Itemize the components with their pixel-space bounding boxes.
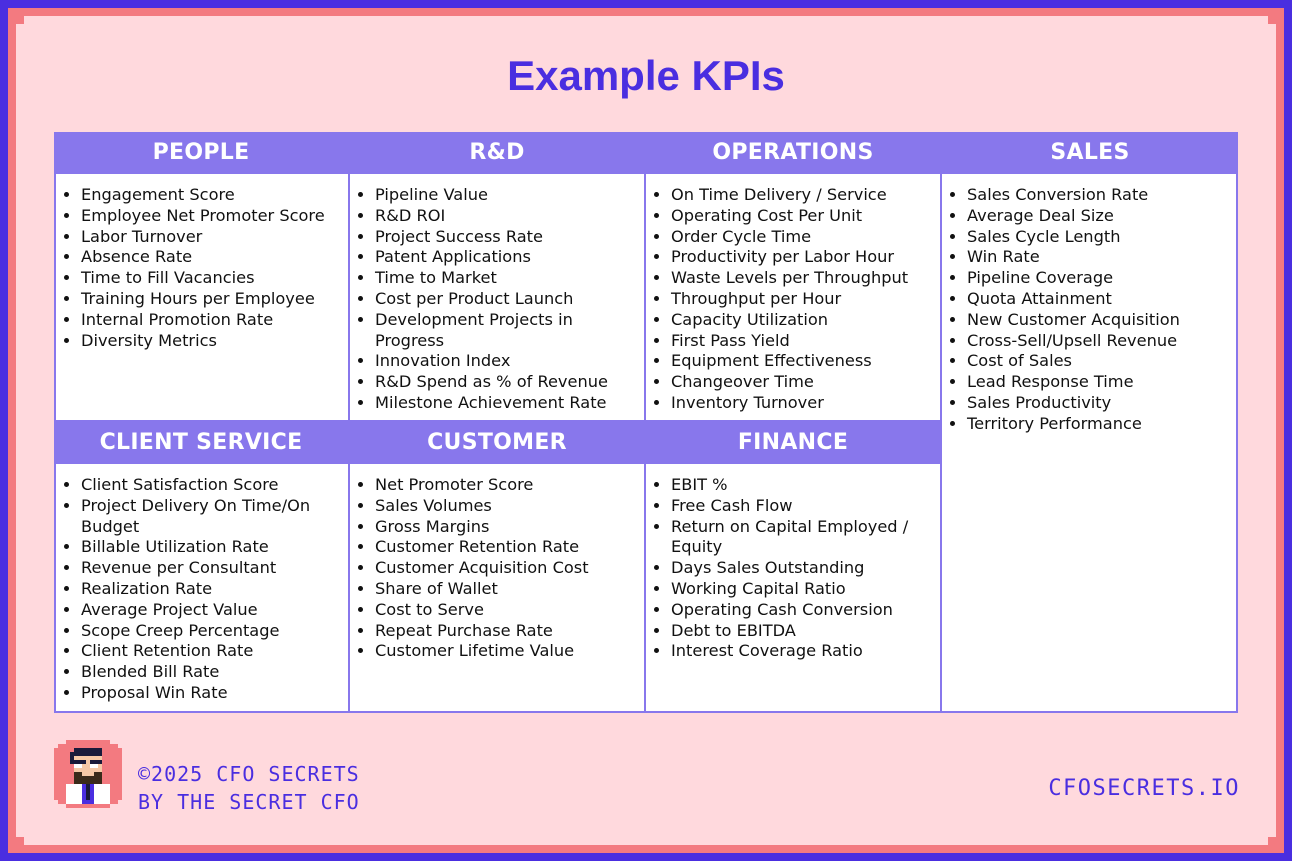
kpi-item: • Development Projects in Progress [375, 310, 640, 352]
kpi-item: • Cost of Sales [967, 351, 1232, 372]
section-customer [350, 464, 644, 711]
kpi-item: • Absence Rate [81, 247, 344, 268]
kpi-item: • Lead Response Time [967, 372, 1232, 393]
kpi-item: • Equipment Effectiveness [671, 351, 936, 372]
kpi-item: • Client Retention Rate [81, 641, 344, 662]
customer-list [354, 475, 640, 662]
kpi-item: • Customer Retention Rate [375, 537, 640, 558]
kpi-item: • Capacity Utilization [671, 310, 936, 331]
header-operations: OPERATIONS [712, 140, 874, 165]
pixel-avatar-icon [54, 740, 122, 808]
kpi-item: • Time to Fill Vacancies [81, 268, 344, 289]
kpi-item: • Project Delivery On Time/On Budget [81, 496, 344, 538]
finance-list [650, 475, 936, 662]
kpi-item: • Realization Rate [81, 579, 344, 600]
byline-text: BY THE SECRET CFO [138, 790, 360, 814]
kpi-item: • Changeover Time [671, 372, 936, 393]
footer-copyright-block [138, 760, 360, 816]
kpi-item: • Customer Acquisition Cost [375, 558, 640, 579]
kpi-item: • Throughput per Hour [671, 289, 936, 310]
kpi-item: • Cost to Serve [375, 600, 640, 621]
kpi-item: • New Customer Acquisition [967, 310, 1232, 331]
header-finance: FINANCE [737, 430, 849, 455]
kpi-item: • Cross-Sell/Upsell Revenue [967, 331, 1232, 352]
kpi-item: • Cost per Product Launch [375, 289, 640, 310]
kpi-item: • Pipeline Coverage [967, 268, 1232, 289]
page-title: Example KPIs [507, 52, 785, 99]
kpi-item: • Average Deal Size [967, 206, 1232, 227]
kpi-item: • Milestone Achievement Rate [375, 393, 640, 414]
kpi-item: • Win Rate [967, 247, 1232, 268]
kpi-item: • Debt to EBITDA [671, 621, 936, 642]
kpi-item: • Blended Bill Rate [81, 662, 344, 683]
kpi-item: • Interest Coverage Ratio [671, 641, 936, 662]
header-client-service: CLIENT SERVICE [99, 430, 303, 455]
section-finance [646, 464, 940, 711]
kpi-item: • Employee Net Promoter Score [81, 206, 344, 227]
copyright-text: ©2025 CFO SECRETS [138, 762, 360, 786]
kpi-item: • Territory Performance [967, 414, 1232, 435]
kpi-item: • Customer Lifetime Value [375, 641, 640, 662]
rnd-list [354, 185, 640, 414]
kpi-item: • Training Hours per Employee [81, 289, 344, 310]
kpi-item: • Sales Conversion Rate [967, 185, 1232, 206]
kpi-item: • R&D Spend as % of Revenue [375, 372, 640, 393]
kpi-item: • Share of Wallet [375, 579, 640, 600]
kpi-item: • Operating Cash Conversion [671, 600, 936, 621]
kpi-item: • R&D ROI [375, 206, 640, 227]
kpi-item: • Operating Cost Per Unit [671, 206, 936, 227]
client-service-list [60, 475, 344, 704]
kpi-item: • Labor Turnover [81, 227, 344, 248]
kpi-item: • Innovation Index [375, 351, 640, 372]
section-sales [942, 174, 1236, 711]
kpi-item: • Project Success Rate [375, 227, 640, 248]
kpi-item: • Scope Creep Percentage [81, 621, 344, 642]
kpi-item: • Billable Utilization Rate [81, 537, 344, 558]
section-operations [646, 174, 940, 420]
section-client-service [56, 464, 348, 711]
kpi-item: • Internal Promotion Rate [81, 310, 344, 331]
kpi-item: • Diversity Metrics [81, 331, 344, 352]
kpi-item: • Time to Market [375, 268, 640, 289]
kpi-item: • Average Project Value [81, 600, 344, 621]
kpi-item: • Sales Volumes [375, 496, 640, 517]
kpi-item: • Proposal Win Rate [81, 683, 344, 704]
operations-list [650, 185, 936, 414]
section-people [56, 174, 348, 420]
kpi-item: • Pipeline Value [375, 185, 640, 206]
header-sales: SALES [1050, 140, 1130, 165]
kpi-item: • Gross Margins [375, 517, 640, 538]
sales-list [946, 185, 1232, 435]
kpi-item: • Waste Levels per Throughput [671, 268, 936, 289]
kpi-item: • First Pass Yield [671, 331, 936, 352]
people-list [60, 185, 344, 351]
site-link[interactable]: CFOSECRETS.IO [1048, 776, 1240, 801]
kpi-item: • Patent Applications [375, 247, 640, 268]
kpi-item: • Free Cash Flow [671, 496, 936, 517]
kpi-item: • Days Sales Outstanding [671, 558, 936, 579]
kpi-item: • Net Promoter Score [375, 475, 640, 496]
header-customer: CUSTOMER [427, 430, 567, 455]
kpi-item: • Inventory Turnover [671, 393, 936, 414]
kpi-item: • Productivity per Labor Hour [671, 247, 936, 268]
kpi-item: • Repeat Purchase Rate [375, 621, 640, 642]
kpi-item: • Sales Productivity [967, 393, 1232, 414]
kpi-item: • Sales Cycle Length [967, 227, 1232, 248]
kpi-item: • Quota Attainment [967, 289, 1232, 310]
header-rnd: R&D [469, 140, 525, 165]
kpi-item: • Client Satisfaction Score [81, 475, 344, 496]
kpi-item: • On Time Delivery / Service [671, 185, 936, 206]
kpi-item: • Return on Capital Employed / Equity [671, 517, 936, 559]
kpi-item: • EBIT % [671, 475, 936, 496]
kpi-item: • Revenue per Consultant [81, 558, 344, 579]
kpi-grid [54, 132, 1238, 713]
header-people: PEOPLE [152, 140, 250, 165]
kpi-item: • Order Cycle Time [671, 227, 936, 248]
section-rnd [350, 174, 644, 420]
kpi-item: • Working Capital Ratio [671, 579, 936, 600]
kpi-item: • Engagement Score [81, 185, 344, 206]
